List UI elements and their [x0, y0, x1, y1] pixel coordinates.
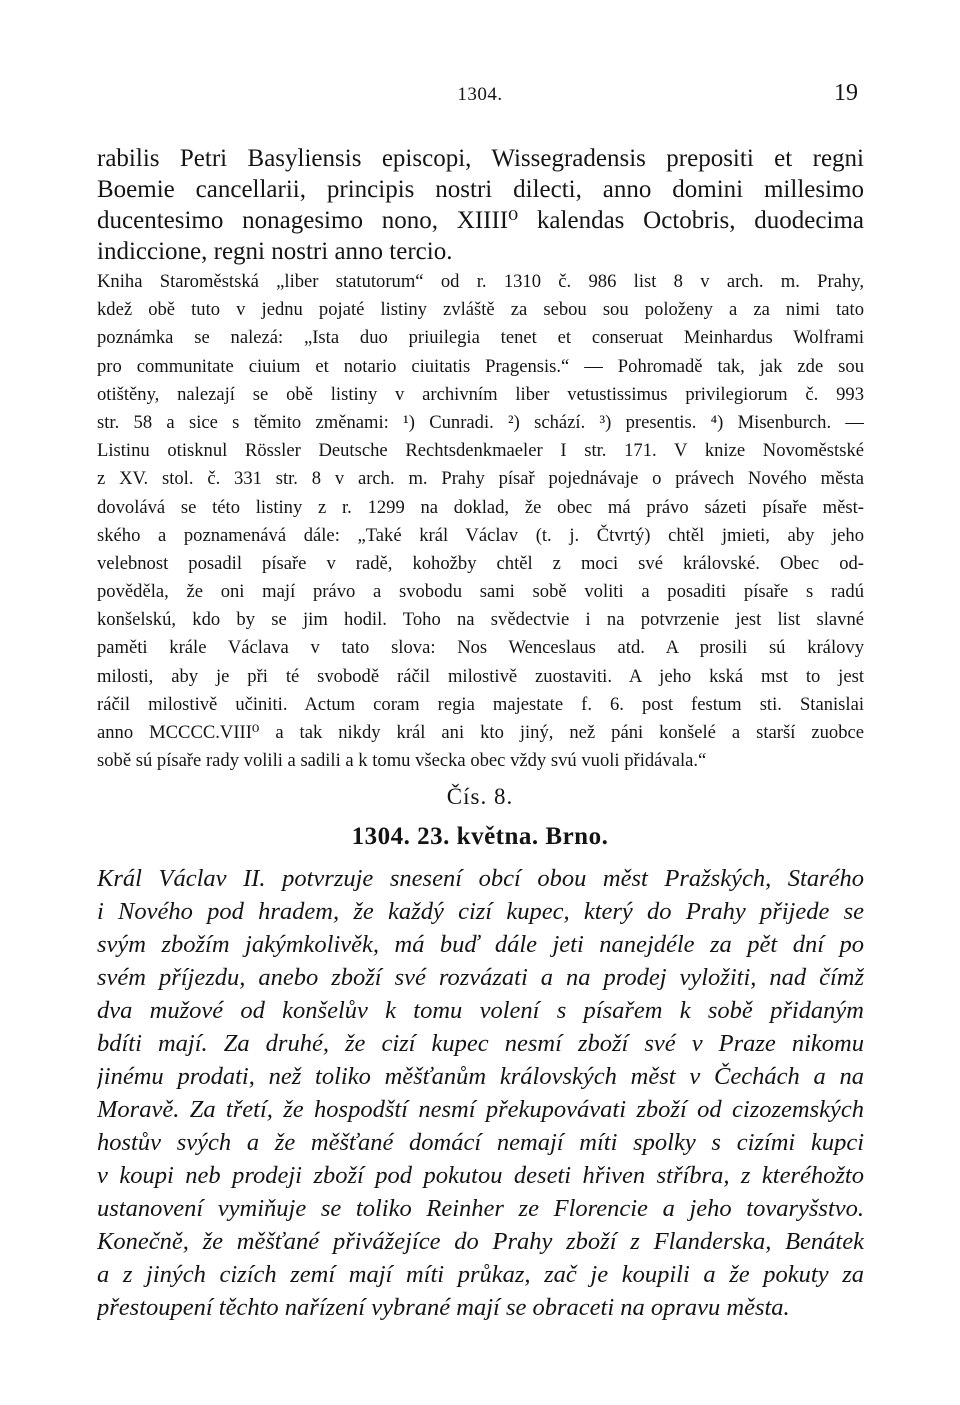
regest-line: Král Václav II. potvrzuje snesení obcí obou měst Pražských, Starého [97, 865, 864, 892]
note-line: paměti krále Václava v tato slova: Nos Wenceslaus atd. A prosili sú královy [97, 637, 864, 659]
note-line: ráčil milostivě učiniti. Actum coram regia majestate f. 6. post festum sti. Stanislai [97, 693, 864, 715]
regest-line: a z jiných cizích zemí mají míti průkaz, zač je koupili a že pokuty za [97, 1261, 864, 1288]
note-line: dovolává se této listiny z r. 1299 na doklad, že obec má právo sázeti písaře měst- [97, 496, 864, 518]
document-date-place: 1304. 23. května. Brno. [351, 823, 609, 850]
note-line: Listinu otisknul Rössler Deutsche Rechtsdenkmaeler I str. 171. V knize Novoměstské [97, 440, 864, 462]
charter-text-ending [97, 143, 864, 267]
note-line: velebnost posadil písaře v radě, kohožby chtěl z moci své královské. Obec od- [97, 552, 864, 574]
note-line: pro communitate ciuium et notario ciuitatis Pragensis.“ — Pohromadě tak, jak zde sou [97, 355, 864, 377]
regest-line: Konečně, že měšťané přivážejíce do Prahy zboží z Flanderska, Benátek [97, 1228, 864, 1255]
regest-line: hostův svých a že měšťané domácí nemají míti spolky s cizími kupci [97, 1129, 864, 1156]
document-number: Čís. 8. [446, 784, 514, 809]
regest-line: svým zbožím jakýmkolivěk, má buď dále jeti nanejdéle za pět dní po [97, 931, 864, 958]
note-line: ského a poznamenává dále: „Také král Václav (t. j. Čtvrtý) chtěl jmieti, aby jeho [97, 524, 864, 546]
archival-note [97, 268, 864, 775]
running-head-year: 1304. [457, 84, 503, 105]
note-line: milosti, aby je při té svobodě ráčil milostivě zuostaviti. A jeho kská mst to jest [97, 665, 864, 687]
page-header [0, 80, 960, 114]
note-line: pověděla, že oni mají právo a svobodu sami sobě voliti a posaditi písaře s radú [97, 581, 864, 603]
page-number: 19 [834, 80, 858, 106]
text-line: indiccione, regni nostri anno tercio. [97, 238, 453, 265]
regest-line: Moravě. Za třetí, že hospodští nesmí překupovávati zboží od cizozemských [97, 1096, 864, 1123]
note-line: poznámka se nalezá: „Ista duo priuilegia tenet et conseruat Meinhardus Wolframi [97, 327, 864, 349]
regest-line: ustanovení vymiňuje se toliko Reinher ze Florencie a jeho tovaryšstvo. [97, 1195, 864, 1222]
regest-line: jinému prodati, než toliko měšťanům královských měst v Čechách a na [97, 1063, 864, 1090]
note-line: Kniha Staroměstská „liber statutorum“ od r. 1310 č. 986 list 8 v arch. m. Prahy, [97, 271, 864, 292]
regest-line: svém příjezdu, anebo zboží své rozvázati a na prodej vyložiti, nad čímž [97, 964, 864, 991]
note-line: anno MCCCC.VIII⁰ a tak nikdy král ani kto jiný, než páni konšelé a starší zuobce [97, 722, 864, 743]
regest-line: v koupi neb prodeji zboží pod pokutou deseti hřiven stříbra, z kteréhožto [97, 1162, 864, 1189]
note-line: z XV. stol. č. 331 str. 8 v arch. m. Prahy písař pojednávaje o právech Nového města [97, 468, 864, 490]
note-line: konšelskú, kdo by se jim hodil. Toho na svědectvie i na potvrzenie jest list slavné [97, 609, 864, 631]
note-line: kdež obě tuto v jednu pojaté listiny zvláště za sebou sou položeny a za nimi tato [97, 299, 864, 321]
note-line: sobě sú písaře rady volili a sadili a k tomu všecka obec vždy svú vuoli přidávala.“ [97, 750, 707, 772]
note-line: str. 58 a sice s těmito změnami: ¹) Cunradi. ²) schází. ³) presentis. ⁴) Misenburch. — [97, 411, 864, 433]
regest-line: přestoupení těchto nařízení vybrané mají se obraceti na opravu města. [97, 1294, 790, 1321]
text-line: rabilis Petri Basyliensis episcopi, Wissegradensis prepositi et regni [97, 145, 864, 172]
note-line: otištěny, nalezají se obě listiny v archivním liber vetustissimus privilegiorum č. 993 [97, 383, 864, 405]
document-regest [97, 862, 864, 1324]
regest-line: i Nového pod hradem, že každý cizí kupec, který do Prahy přijede se [97, 898, 864, 925]
text-line: Boemie cancellarii, principis nostri dilecti, anno domini millesimo [97, 176, 864, 203]
text-line: ducentesimo nonagesimo nono, XIIII⁰ kalendas Octobris, duodecima [97, 207, 864, 234]
regest-line: bdíti mají. Za druhé, že cizí kupec nesmí zboží své v Praze nikomu [97, 1030, 864, 1057]
regest-line: dva mužové od konšelův k tomu volení s písařem k sobě přidaným [97, 997, 864, 1024]
